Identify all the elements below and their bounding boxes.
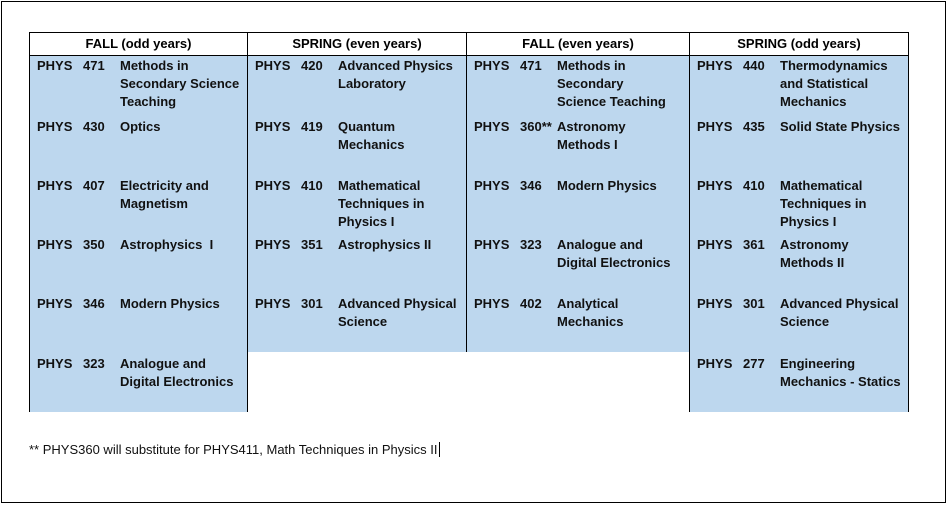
- column-body: [30, 56, 247, 412]
- course-dept: PHYS: [255, 58, 291, 73]
- column-spring-odd: [689, 32, 909, 412]
- course-title: [338, 177, 424, 231]
- course-dept: PHYS: [474, 296, 510, 311]
- course-title-line: Advanced Physical: [338, 296, 457, 311]
- course-title-line: Analogue and: [120, 356, 206, 371]
- course-title: [557, 236, 670, 272]
- course-dept: PHYS: [697, 296, 733, 311]
- course-dept: PHYS: [474, 237, 510, 252]
- course-number: 301: [743, 296, 765, 311]
- course-title-line: Quantum: [338, 119, 396, 134]
- course-title-line: and Statistical: [780, 76, 869, 91]
- text-cursor: [439, 442, 440, 457]
- course-dept: PHYS: [37, 356, 73, 371]
- course-title-line: Astronomy: [780, 237, 849, 252]
- course-title-line: Advanced Physical: [780, 296, 899, 311]
- course-title: [780, 177, 866, 231]
- course-title-line: Advanced Physics: [338, 58, 453, 73]
- course-number: 410: [301, 178, 323, 193]
- course-title-line: Methods in: [557, 58, 626, 73]
- course-title-line: Astronomy: [557, 119, 626, 134]
- course-number: 360**: [520, 119, 552, 134]
- course-title-line: Modern Physics: [120, 296, 220, 311]
- course-title-line: Physics I: [338, 214, 395, 229]
- footnote-text: ** PHYS360 will substitute for PHYS411, Math Techniques in Physics II: [29, 442, 438, 457]
- course-number: 350: [83, 237, 105, 252]
- course-title-line: Techniques in: [338, 196, 425, 211]
- course-title-line: Science: [338, 314, 388, 329]
- course-title: [780, 236, 849, 272]
- course-title-line: Engineering: [780, 356, 856, 371]
- course-number: 351: [301, 237, 323, 252]
- column-body: [248, 56, 466, 352]
- course-title-line: Methods II: [780, 255, 845, 270]
- course-title-line: Laboratory: [338, 76, 406, 91]
- course-dept: PHYS: [697, 178, 733, 193]
- column-header: FALL (even years): [467, 33, 689, 56]
- course-dept: PHYS: [37, 58, 73, 73]
- course-dept: PHYS: [255, 237, 291, 252]
- course-title-line: Mechanics: [780, 94, 847, 109]
- course-title: [557, 118, 626, 154]
- course-title: [780, 355, 901, 391]
- course-title: [120, 355, 233, 391]
- course-title: [120, 57, 239, 111]
- course-dept: PHYS: [697, 237, 733, 252]
- column-fall-odd: [29, 32, 248, 412]
- course-dept: PHYS: [255, 178, 291, 193]
- course-title: [780, 57, 888, 111]
- course-title-line: Digital Electronics: [557, 255, 671, 270]
- course-dept: PHYS: [37, 119, 73, 134]
- footnote: [29, 442, 440, 457]
- course-title-line: Modern Physics: [557, 178, 657, 193]
- course-dept: PHYS: [37, 178, 73, 193]
- course-number: 419: [301, 119, 323, 134]
- course-title-line: Mathematical: [338, 178, 421, 193]
- course-number: 407: [83, 178, 105, 193]
- course-title-line: Science Teaching: [557, 94, 666, 109]
- course-title-line: Analogue and: [557, 237, 643, 252]
- column-fall-even: [466, 32, 690, 352]
- course-dept: PHYS: [697, 58, 733, 73]
- course-title: [338, 57, 453, 93]
- course-number: 323: [520, 237, 542, 252]
- course-title-line: Techniques in: [780, 196, 867, 211]
- course-title: [338, 295, 457, 331]
- course-title-line: Analytical: [557, 296, 619, 311]
- course-title: [557, 177, 657, 195]
- course-title: [120, 236, 213, 254]
- column-spring-even: [247, 32, 467, 352]
- course-number: 361: [743, 237, 765, 252]
- course-title-line: Methods I: [557, 137, 618, 152]
- course-title-line: Science: [780, 314, 830, 329]
- course-number: 410: [743, 178, 765, 193]
- course-title: [120, 295, 220, 313]
- column-header: SPRING (odd years): [690, 33, 908, 56]
- course-title-line: Mechanics - Statics: [780, 374, 901, 389]
- course-title: [338, 236, 431, 254]
- course-number: 471: [83, 58, 105, 73]
- course-title-line: Mechanics: [557, 314, 624, 329]
- course-dept: PHYS: [37, 237, 73, 252]
- course-number: 323: [83, 356, 105, 371]
- course-number: 430: [83, 119, 105, 134]
- course-dept: PHYS: [255, 296, 291, 311]
- course-dept: PHYS: [474, 178, 510, 193]
- course-title: [120, 177, 209, 213]
- column-body: [690, 56, 908, 412]
- course-title-line: Methods in: [120, 58, 189, 73]
- course-title: [120, 118, 160, 136]
- column-header: SPRING (even years): [248, 33, 466, 56]
- course-title-line: Mathematical: [780, 178, 863, 193]
- course-title-line: Mechanics: [338, 137, 405, 152]
- course-title-line: Digital Electronics: [120, 374, 234, 389]
- course-number: 420: [301, 58, 323, 73]
- course-dept: PHYS: [697, 356, 733, 371]
- column-body: [467, 56, 689, 352]
- column-header: FALL (odd years): [30, 33, 247, 56]
- course-number: 277: [743, 356, 765, 371]
- course-title-line: Physics I: [780, 214, 837, 229]
- course-title-line: Teaching: [120, 94, 177, 109]
- course-number: 402: [520, 296, 542, 311]
- course-title-line: Thermodynamics: [780, 58, 888, 73]
- course-number: 471: [520, 58, 542, 73]
- course-dept: PHYS: [255, 119, 291, 134]
- course-title-line: Astrophysics II: [338, 237, 432, 252]
- course-title-line: Magnetism: [120, 196, 188, 211]
- course-number: 435: [743, 119, 765, 134]
- course-dept: PHYS: [474, 119, 510, 134]
- course-title-line: Solid State Physics: [780, 119, 900, 134]
- course-title-line: Astrophysics I: [120, 237, 214, 252]
- course-dept: PHYS: [697, 119, 733, 134]
- course-title: [338, 118, 404, 154]
- course-number: 346: [520, 178, 542, 193]
- course-title: [780, 118, 900, 136]
- course-dept: PHYS: [474, 58, 510, 73]
- course-number: 301: [301, 296, 323, 311]
- course-title: [557, 295, 623, 331]
- course-title-line: Optics: [120, 119, 161, 134]
- course-dept: PHYS: [37, 296, 73, 311]
- course-title: [557, 57, 666, 111]
- course-title-line: Secondary Science: [120, 76, 240, 91]
- course-title: [780, 295, 899, 331]
- course-title-line: Secondary: [557, 76, 624, 91]
- course-number: 440: [743, 58, 765, 73]
- course-number: 346: [83, 296, 105, 311]
- course-title-line: Electricity and: [120, 178, 209, 193]
